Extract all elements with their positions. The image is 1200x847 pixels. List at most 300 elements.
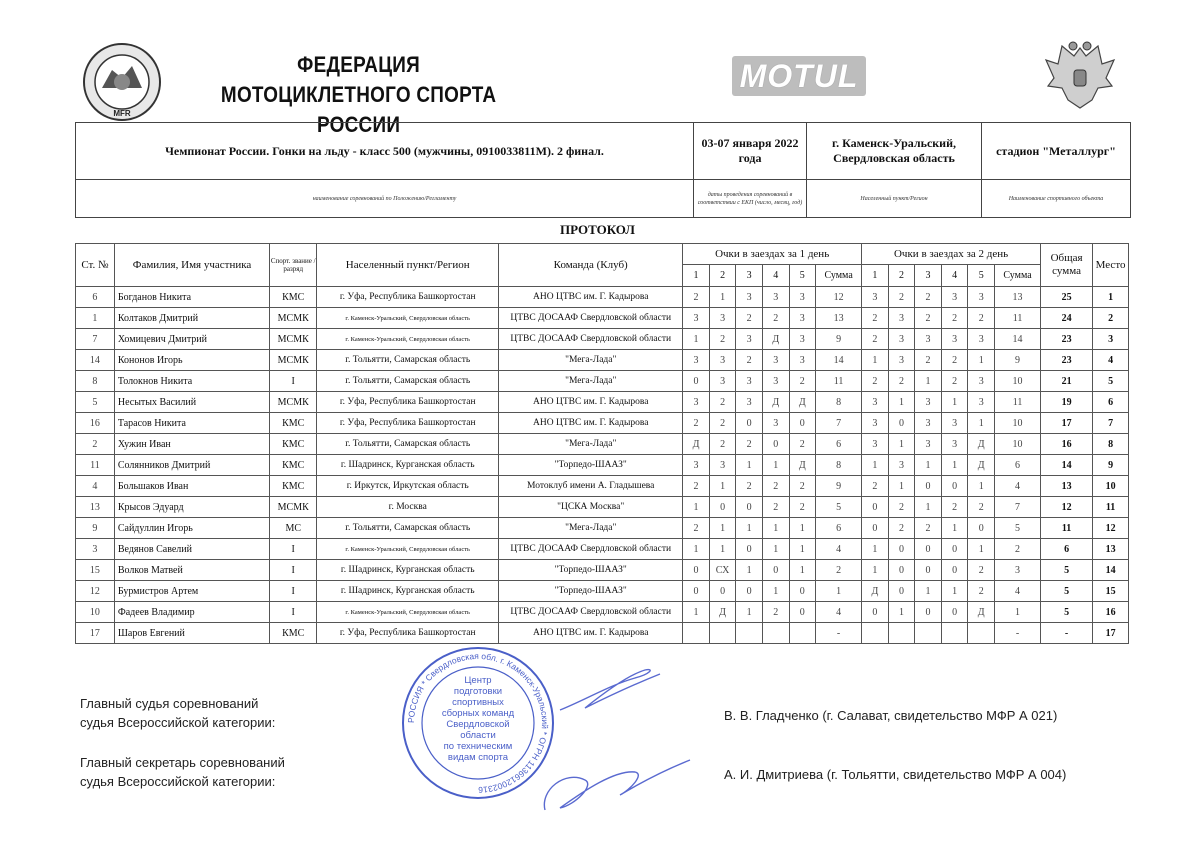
start-number: 13 (76, 497, 115, 518)
start-number: 14 (76, 350, 115, 371)
start-number: 3 (76, 539, 115, 560)
day1-heat-4-points: 3 (762, 350, 789, 371)
day2-heat-2-points: 0 (888, 539, 915, 560)
day1-heat-2-points: 2 (709, 434, 736, 455)
final-place: 11 (1093, 497, 1129, 518)
day2-heat-3-points: 3 (915, 434, 942, 455)
day1-heat-3-points (736, 623, 763, 644)
total-sum: 13 (1041, 476, 1093, 497)
day1-heat-3-points: 3 (736, 329, 763, 350)
day2-heat-4-points: 2 (941, 371, 968, 392)
day2-heat-3-points: 1 (915, 455, 942, 476)
participant-team: АНО ЦТВС им. Г. Кадырова (499, 392, 683, 413)
total-sum: - (1041, 623, 1093, 644)
participant-name: Ведянов Савелий (114, 539, 269, 560)
secretary-label-line-2: судья Всероссийской категории: (80, 774, 276, 789)
table-row (76, 476, 1129, 497)
day2-heat-3-points: 3 (915, 413, 942, 434)
participant-city: г. Тольятти, Самарская область (317, 434, 499, 455)
day2-heat-2-points: 3 (888, 455, 915, 476)
day1-sum: 11 (816, 371, 862, 392)
day2-heat-4-points (941, 623, 968, 644)
day2-heat-2-points: 1 (888, 392, 915, 413)
header-d2-heat-4: 4 (941, 265, 968, 287)
participant-team: Мотоклуб имени А. Гладышева (499, 476, 683, 497)
day1-heat-4-points: 0 (762, 434, 789, 455)
day1-heat-5-points: 2 (789, 476, 816, 497)
participant-city: г. Тольятти, Самарская область (317, 518, 499, 539)
day1-heat-5-points: 2 (789, 434, 816, 455)
table-row (76, 392, 1129, 413)
day1-heat-1-points: 3 (683, 392, 710, 413)
start-number: 8 (76, 371, 115, 392)
header-d1-heat-3: 3 (736, 265, 763, 287)
table-row (76, 497, 1129, 518)
stamp-line-4: сборных команд (441, 708, 515, 719)
day2-heat-5-points: 3 (968, 287, 995, 308)
day2-heat-3-points: 3 (915, 329, 942, 350)
header-day1: Очки в заездах за 1 день (683, 244, 862, 265)
day1-sum: 13 (816, 308, 862, 329)
day1-heat-3-points: 1 (736, 602, 763, 623)
day1-heat-2-points: Д (709, 602, 736, 623)
total-sum: 16 (1041, 434, 1093, 455)
day1-heat-3-points: 1 (736, 455, 763, 476)
day2-heat-1-points: 2 (862, 476, 889, 497)
sport-rank: КМС (270, 287, 317, 308)
day1-heat-3-points: 3 (736, 392, 763, 413)
day1-heat-4-points: 1 (762, 539, 789, 560)
day1-heat-5-points: 0 (789, 413, 816, 434)
start-number: 5 (76, 392, 115, 413)
participant-name: Богданов Никита (114, 287, 269, 308)
start-number: 10 (76, 602, 115, 623)
participant-name: Солянников Дмитрий (114, 455, 269, 476)
participant-name: Бурмистров Артем (114, 581, 269, 602)
day1-heat-1-points: 3 (683, 308, 710, 329)
sport-rank: МСМК (270, 392, 317, 413)
day2-heat-1-points: 1 (862, 560, 889, 581)
day1-heat-3-points: 3 (736, 371, 763, 392)
day1-heat-4-points: 2 (762, 308, 789, 329)
day1-heat-5-points: 3 (789, 350, 816, 371)
participant-name: Хомицевич Дмитрий (114, 329, 269, 350)
day1-heat-1-points: 0 (683, 560, 710, 581)
participant-name: Толокнов Никита (114, 371, 269, 392)
day2-heat-1-points (862, 623, 889, 644)
day2-heat-2-points: 1 (888, 476, 915, 497)
day1-heat-2-points: 3 (709, 308, 736, 329)
sport-rank: КМС (270, 455, 317, 476)
day1-heat-1-points: Д (683, 434, 710, 455)
day2-heat-4-points: 2 (941, 497, 968, 518)
day1-heat-4-points: 1 (762, 581, 789, 602)
participant-team: АНО ЦТВС им. Г. Кадырова (499, 287, 683, 308)
day1-sum: 7 (816, 413, 862, 434)
day1-heat-1-points: 3 (683, 350, 710, 371)
day1-heat-4-points (762, 623, 789, 644)
day1-heat-1-points: 3 (683, 455, 710, 476)
day1-heat-2-points: 2 (709, 329, 736, 350)
participant-team: АНО ЦТВС им. Г. Кадырова (499, 413, 683, 434)
start-number: 6 (76, 287, 115, 308)
participant-city: г. Тольятти, Самарская область (317, 350, 499, 371)
final-place: 15 (1093, 581, 1129, 602)
day1-heat-3-points: 2 (736, 434, 763, 455)
final-place: 6 (1093, 392, 1129, 413)
final-place: 7 (1093, 413, 1129, 434)
total-sum: 12 (1041, 497, 1093, 518)
table-row (76, 350, 1129, 371)
day1-heat-5-points: 2 (789, 497, 816, 518)
sport-rank: I (270, 560, 317, 581)
sport-rank: КМС (270, 434, 317, 455)
day2-heat-2-points: 3 (888, 350, 915, 371)
final-place: 1 (1093, 287, 1129, 308)
day1-heat-1-points: 1 (683, 497, 710, 518)
participant-team: "Торпедо-ШААЗ" (499, 455, 683, 476)
participant-city: г. Каменск-Уральский, Свердловская область (317, 602, 499, 623)
participant-city: г. Уфа, Республика Башкортостан (317, 623, 499, 644)
participant-team: АНО ЦТВС им. Г. Кадырова (499, 623, 683, 644)
day1-heat-5-points: 3 (789, 329, 816, 350)
day1-sum: 14 (816, 350, 862, 371)
day2-heat-4-points: 3 (941, 434, 968, 455)
day2-heat-5-points: 1 (968, 350, 995, 371)
table-row (76, 329, 1129, 350)
day1-heat-4-points: 1 (762, 518, 789, 539)
final-place: 5 (1093, 371, 1129, 392)
day2-heat-2-points: 0 (888, 560, 915, 581)
day2-heat-2-points: 1 (888, 434, 915, 455)
start-number: 9 (76, 518, 115, 539)
federation-line-2: МОТОЦИКЛЕТНОГО СПОРТА РОССИИ (220, 82, 497, 137)
day2-heat-1-points: Д (862, 581, 889, 602)
day1-sum: 5 (816, 497, 862, 518)
day2-sum: 10 (995, 371, 1041, 392)
participant-city: г. Уфа, Республика Башкортостан (317, 287, 499, 308)
day1-heat-2-points: 2 (709, 413, 736, 434)
day2-heat-3-points: 2 (915, 350, 942, 371)
header-team: Команда (Клуб) (499, 244, 683, 287)
participant-city: г. Каменск-Уральский, Свердловская область (317, 539, 499, 560)
day1-heat-1-points (683, 623, 710, 644)
day2-heat-2-points: 0 (888, 413, 915, 434)
day1-heat-5-points: 0 (789, 602, 816, 623)
day2-heat-4-points: 1 (941, 581, 968, 602)
stamp-line-7: по техническим (443, 741, 513, 752)
day2-heat-2-points: 2 (888, 371, 915, 392)
header-d1-sum: Сумма (816, 265, 862, 287)
day1-heat-2-points: 0 (709, 581, 736, 602)
participant-name: Кононов Игорь (114, 350, 269, 371)
total-sum: 19 (1041, 392, 1093, 413)
protocol-title: ПРОТОКОЛ (560, 222, 635, 237)
participant-name: Волков Матвей (114, 560, 269, 581)
day1-heat-2-points: 2 (709, 392, 736, 413)
participant-team: "Торпедо-ШААЗ" (499, 581, 683, 602)
secretary-name: А. И. Дмитриева (г. Тольятти, свидетельство МФР А 004) (724, 767, 1067, 782)
start-number: 17 (76, 623, 115, 644)
results-body (76, 287, 1129, 644)
day1-sum: 12 (816, 287, 862, 308)
table-row (76, 602, 1129, 623)
day2-heat-3-points: 0 (915, 539, 942, 560)
day2-heat-5-points: 3 (968, 392, 995, 413)
participant-team: "Торпедо-ШААЗ" (499, 560, 683, 581)
participant-name: Сайдуллин Игорь (114, 518, 269, 539)
sport-rank: КМС (270, 413, 317, 434)
day1-sum: 8 (816, 455, 862, 476)
total-sum: 24 (1041, 308, 1093, 329)
participant-city: г. Шадринск, Курганская область (317, 581, 499, 602)
total-sum: 5 (1041, 602, 1093, 623)
day1-heat-2-points: 0 (709, 497, 736, 518)
day1-sum: 6 (816, 518, 862, 539)
day2-heat-5-points: 2 (968, 497, 995, 518)
table-row (76, 560, 1129, 581)
day1-heat-2-points (709, 623, 736, 644)
day1-heat-1-points: 0 (683, 371, 710, 392)
day1-sum: 8 (816, 392, 862, 413)
start-number: 7 (76, 329, 115, 350)
day1-heat-2-points: СХ (709, 560, 736, 581)
stamp-line-3: спортивных (452, 697, 504, 708)
day2-heat-1-points: 0 (862, 518, 889, 539)
day2-heat-5-points: 0 (968, 518, 995, 539)
stamp-line-6: области (460, 730, 496, 741)
day1-sum: 9 (816, 476, 862, 497)
day1-heat-3-points: 0 (736, 539, 763, 560)
day1-heat-5-points: 3 (789, 308, 816, 329)
table-row (76, 455, 1129, 476)
day1-heat-4-points: 2 (762, 497, 789, 518)
sponsor-logo (732, 56, 866, 96)
day2-heat-1-points: 1 (862, 455, 889, 476)
total-sum: 14 (1041, 455, 1093, 476)
sponsor-text: MOTUL (739, 58, 859, 94)
day2-sum: 2 (995, 539, 1041, 560)
day2-heat-5-points: 1 (968, 539, 995, 560)
day1-heat-1-points: 2 (683, 476, 710, 497)
total-sum: 21 (1041, 371, 1093, 392)
final-place: 17 (1093, 623, 1129, 644)
sport-rank: I (270, 581, 317, 602)
day1-heat-2-points: 1 (709, 476, 736, 497)
day2-sum: 9 (995, 350, 1041, 371)
sport-rank: I (270, 371, 317, 392)
stamp-line-5: Свердловской (446, 719, 510, 730)
day1-heat-1-points: 1 (683, 329, 710, 350)
header-name: Фамилия, Имя участника (114, 244, 269, 287)
sport-rank: КМС (270, 476, 317, 497)
header-d2-heat-1: 1 (862, 265, 889, 287)
day1-heat-3-points: 1 (736, 560, 763, 581)
day1-sum: 2 (816, 560, 862, 581)
day2-heat-1-points: 2 (862, 329, 889, 350)
day2-heat-4-points: 3 (941, 287, 968, 308)
day1-heat-4-points: 2 (762, 476, 789, 497)
day1-heat-4-points: 3 (762, 371, 789, 392)
day2-heat-1-points: 2 (862, 308, 889, 329)
judge-label-line-1: Главный судья соревнований (80, 696, 259, 711)
secretary-signature (535, 750, 695, 820)
final-place: 12 (1093, 518, 1129, 539)
participant-city: г. Тольятти, Самарская область (317, 371, 499, 392)
day1-heat-3-points: 0 (736, 581, 763, 602)
header-d2-heat-2: 2 (888, 265, 915, 287)
final-place: 10 (1093, 476, 1129, 497)
federation-line-1: ФЕДЕРАЦИЯ (297, 52, 421, 77)
table-row (76, 287, 1129, 308)
day2-heat-1-points: 0 (862, 497, 889, 518)
table-row (76, 308, 1129, 329)
participant-city: г. Уфа, Республика Башкортостан (317, 413, 499, 434)
day1-heat-2-points: 1 (709, 539, 736, 560)
day1-heat-5-points: Д (789, 392, 816, 413)
day2-heat-4-points: 1 (941, 392, 968, 413)
total-sum: 23 (1041, 329, 1093, 350)
day2-heat-5-points: 1 (968, 413, 995, 434)
day2-heat-4-points: 1 (941, 518, 968, 539)
header-start-no: Ст. № (76, 244, 115, 287)
day1-sum: 6 (816, 434, 862, 455)
header-city: Населенный пункт/Регион (317, 244, 499, 287)
dates-caption: даты проведения соревнований в соответствии с ЕКП (число, месяц, год) (694, 180, 807, 217)
participant-team: ЦТВС ДОСААФ Свердловской области (499, 539, 683, 560)
header-d2-heat-5: 5 (968, 265, 995, 287)
day2-sum: 6 (995, 455, 1041, 476)
day2-heat-1-points: 3 (862, 413, 889, 434)
day1-heat-2-points: 3 (709, 371, 736, 392)
day1-heat-1-points: 1 (683, 602, 710, 623)
day1-heat-2-points: 3 (709, 350, 736, 371)
day2-heat-3-points (915, 623, 942, 644)
day1-heat-2-points: 3 (709, 455, 736, 476)
mfr-logo (82, 42, 162, 122)
day1-heat-5-points: 1 (789, 539, 816, 560)
header-d1-heat-5: 5 (789, 265, 816, 287)
header-day2: Очки в заездах за 2 день (862, 244, 1041, 265)
header-d2-heat-3: 3 (915, 265, 942, 287)
day1-heat-3-points: 0 (736, 413, 763, 434)
day2-heat-3-points: 0 (915, 476, 942, 497)
day2-heat-2-points: 3 (888, 308, 915, 329)
total-sum: 6 (1041, 539, 1093, 560)
total-sum: 17 (1041, 413, 1093, 434)
day2-heat-1-points: 3 (862, 287, 889, 308)
day1-heat-5-points: 1 (789, 560, 816, 581)
mfr-logo-text: MFR (113, 109, 131, 118)
header-d2-sum: Сумма (995, 265, 1041, 287)
day2-heat-1-points: 3 (862, 392, 889, 413)
day1-heat-3-points: 2 (736, 476, 763, 497)
competition-dates: 03-07 января 2022 года (694, 123, 807, 179)
final-place: 13 (1093, 539, 1129, 560)
day1-heat-1-points: 2 (683, 518, 710, 539)
day1-heat-1-points: 2 (683, 287, 710, 308)
day1-sum: - (816, 623, 862, 644)
table-row (76, 371, 1129, 392)
header-d1-heat-4: 4 (762, 265, 789, 287)
day2-heat-3-points: 2 (915, 308, 942, 329)
participant-team: "Мега-Лада" (499, 350, 683, 371)
day1-heat-4-points: Д (762, 392, 789, 413)
table-row (76, 539, 1129, 560)
competition-name: Чемпионат России. Гонки на льду - класс 500 (мужчины, 0910033811М). 2 финал. (76, 123, 694, 179)
final-place: 16 (1093, 602, 1129, 623)
day2-heat-4-points: 1 (941, 455, 968, 476)
sport-rank: КМС (270, 623, 317, 644)
day1-heat-3-points: 0 (736, 497, 763, 518)
day1-heat-3-points: 1 (736, 518, 763, 539)
day2-sum: 1 (995, 602, 1041, 623)
participant-name: Большаков Иван (114, 476, 269, 497)
place-caption: Населенный пункт/Регион (807, 180, 982, 217)
judge-signature (555, 660, 665, 720)
participant-name: Крысов Эдуард (114, 497, 269, 518)
day2-heat-4-points: 0 (941, 476, 968, 497)
judge-label (80, 694, 275, 732)
day2-sum: 10 (995, 413, 1041, 434)
day2-heat-4-points: 0 (941, 602, 968, 623)
total-sum: 5 (1041, 560, 1093, 581)
day2-heat-2-points (888, 623, 915, 644)
day1-heat-4-points: Д (762, 329, 789, 350)
stamp-line-2: подготовки (453, 686, 503, 697)
start-number: 11 (76, 455, 115, 476)
day2-heat-1-points: 3 (862, 434, 889, 455)
day2-heat-5-points: Д (968, 602, 995, 623)
participant-city: г. Каменск-Уральский, Свердловская область (317, 308, 499, 329)
final-place: 3 (1093, 329, 1129, 350)
day1-heat-4-points: 2 (762, 602, 789, 623)
sport-rank: МСМК (270, 329, 317, 350)
participant-name: Колтаков Дмитрий (114, 308, 269, 329)
day2-heat-4-points: 2 (941, 350, 968, 371)
header-rank: Спорт. звание / разряд (270, 244, 317, 287)
table-row (76, 413, 1129, 434)
participant-city: г. Москва (317, 497, 499, 518)
day2-heat-3-points: 2 (915, 518, 942, 539)
table-row (76, 581, 1129, 602)
competition-venue: стадион "Металлург" (996, 143, 1116, 158)
day2-heat-5-points: 1 (968, 476, 995, 497)
sport-rank: I (270, 602, 317, 623)
header-d1-heat-2: 2 (709, 265, 736, 287)
day2-heat-5-points (968, 623, 995, 644)
day1-sum: 9 (816, 329, 862, 350)
competition-caption: наименование соревнований по Положению/Регламенту (76, 180, 694, 217)
sport-rank: МСМК (270, 308, 317, 329)
participant-city: г. Шадринск, Курганская область (317, 455, 499, 476)
competition-place: г. Каменск-Уральский, Свердловская область (807, 123, 982, 179)
day2-heat-2-points: 3 (888, 329, 915, 350)
day2-sum: 7 (995, 497, 1041, 518)
day2-heat-5-points: Д (968, 455, 995, 476)
start-number: 12 (76, 581, 115, 602)
day1-heat-5-points: 1 (789, 518, 816, 539)
participant-team: "Мега-Лада" (499, 518, 683, 539)
day1-heat-5-points: 0 (789, 581, 816, 602)
day1-heat-5-points: Д (789, 455, 816, 476)
table-row (76, 518, 1129, 539)
sport-rank: I (270, 539, 317, 560)
table-row (76, 623, 1129, 644)
day2-heat-2-points: 2 (888, 497, 915, 518)
day2-heat-3-points: 0 (915, 560, 942, 581)
day1-heat-4-points: 1 (762, 455, 789, 476)
